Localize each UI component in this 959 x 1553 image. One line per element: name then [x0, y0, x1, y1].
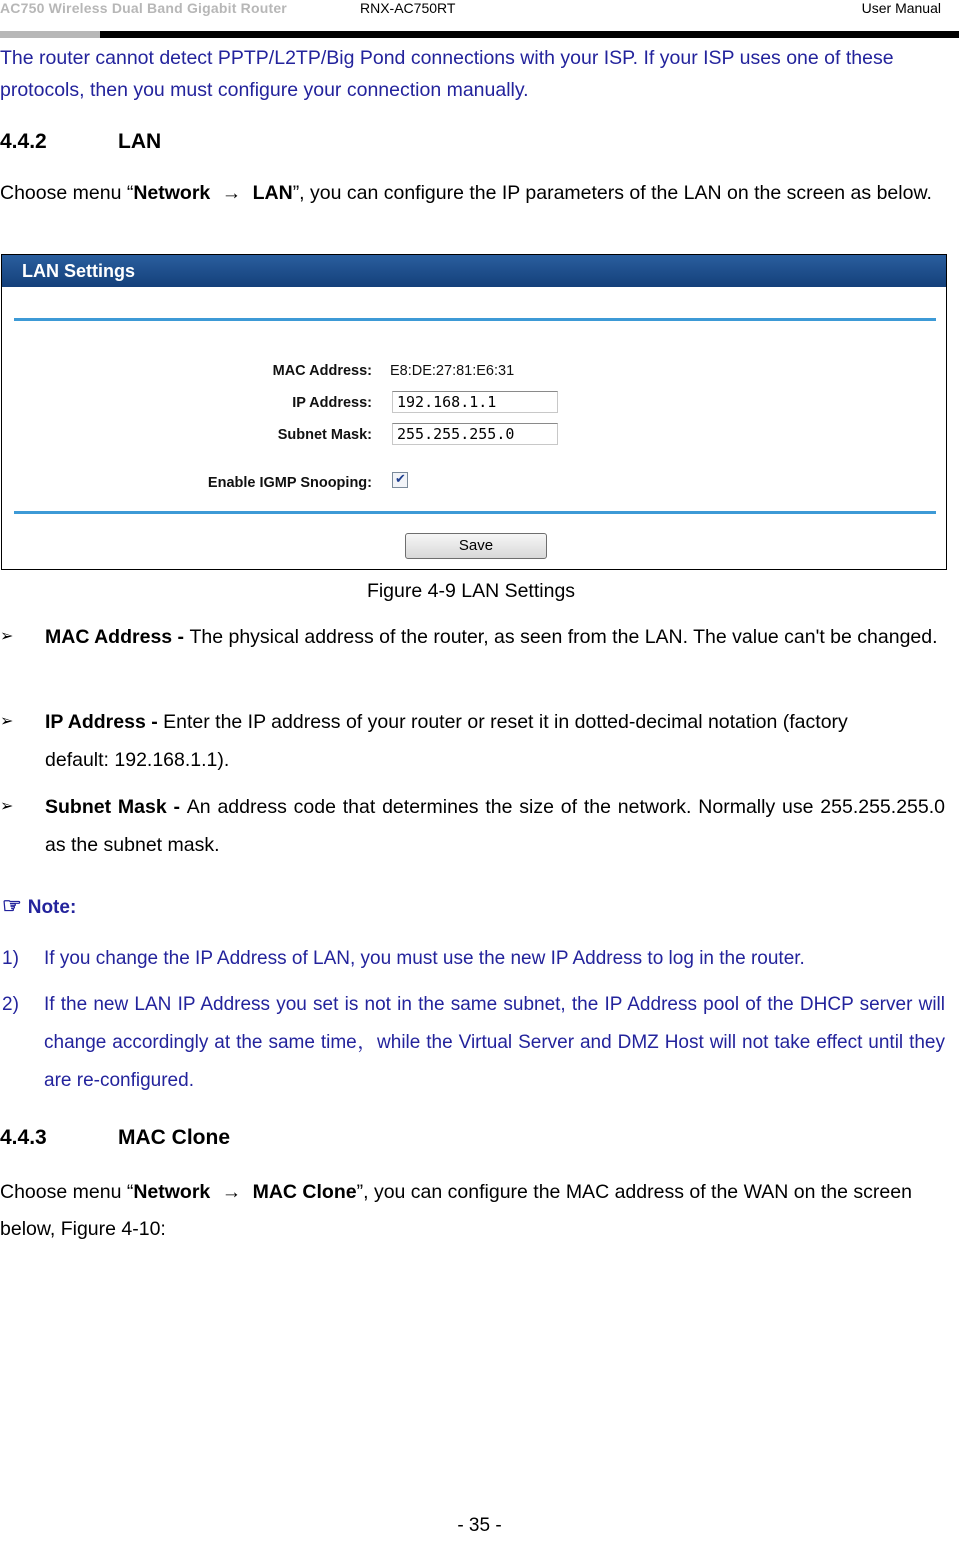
header-manual: User Manual	[861, 0, 941, 16]
bullet-text: The physical address of the router, as seen from the LAN. The value can't be changed.	[189, 626, 938, 648]
note-item-2	[0, 986, 945, 1100]
text-fragment: ”, you can configure the MAC address of the WAN on the screen below, Figure 4-10:	[0, 1181, 912, 1240]
text-fragment: Choose menu “	[0, 182, 134, 204]
arrow-icon: →	[221, 1181, 242, 1203]
bullet-term: Subnet Mask -	[45, 796, 187, 818]
bullet-term: IP Address -	[45, 711, 164, 733]
ip-address-input[interactable]: 192.168.1.1	[392, 391, 558, 413]
arrow-icon: →	[221, 182, 242, 204]
note-label: Note:	[27, 897, 77, 918]
note-number: 2)	[2, 994, 19, 1015]
figure-divider-top	[14, 318, 936, 321]
bullet-arrow-icon: ➢	[0, 628, 14, 645]
mac-address-label: MAC Address:	[272, 363, 372, 379]
lan-instructions	[0, 177, 945, 209]
bullet-arrow-icon: ➢	[0, 798, 14, 815]
header-rule	[0, 31, 959, 38]
bullet-mac-address	[0, 618, 945, 656]
note-number: 1)	[2, 948, 19, 969]
header-rule-accent	[0, 31, 100, 38]
save-button[interactable]: Save	[405, 533, 547, 559]
intro-note: The router cannot detect PPTP/L2TP/Big Pond connections with your ISP. If your ISP uses one of these protocols, then you must configure your connection manually.	[0, 47, 894, 101]
text-fragment: ”, you can configure the IP parameters of the LAN on the screen as below.	[292, 182, 932, 204]
text-fragment: Choose menu “	[0, 1181, 134, 1203]
figure-divider-bottom	[14, 511, 936, 514]
bullet-text: Enter the IP address of your router or reset it in dotted-decimal notation (factory default: 192.168.1.1).	[45, 711, 848, 771]
section-heading-mac-clone	[0, 1126, 230, 1150]
bullet-term: MAC Address -	[45, 626, 190, 648]
page-header	[0, 0, 959, 40]
bullet-ip-address	[0, 703, 945, 779]
note-item-1	[0, 940, 945, 978]
section-title: LAN	[118, 130, 162, 153]
igmp-snooping-label: Enable IGMP Snooping:	[207, 475, 372, 491]
section-number: 4.4.3	[0, 1126, 47, 1149]
figure-title: LAN Settings	[22, 261, 136, 281]
note-heading	[2, 893, 76, 919]
note-text: If the new LAN IP Address you set is not in the same subnet, the IP Address pool of the DHCP server will change accordingly at the same time，while the Virtual Server and DMZ Host will not take effect until they are re-configured.	[44, 994, 945, 1091]
note-text: If you change the IP Address of LAN, you must use the new IP Address to log in the router.	[44, 948, 805, 969]
menu-mac-clone: MAC Clone	[252, 1181, 357, 1203]
pointing-hand-icon: ☞	[2, 893, 22, 918]
checkmark-icon: ✔	[395, 471, 406, 486]
bullet-text: An address code that determines the size of the network. Normally use 255.255.255.0 as the subnet mask.	[45, 796, 945, 856]
menu-network: Network	[133, 182, 211, 204]
section-number: 4.4.2	[0, 130, 47, 153]
section-title: MAC Clone	[118, 1126, 230, 1149]
page-number: - 35 -	[457, 1515, 502, 1536]
figure-title-bar	[2, 255, 946, 287]
figure-caption: Figure 4-9 LAN Settings	[366, 580, 576, 602]
menu-network: Network	[133, 1181, 211, 1203]
bullet-arrow-icon: ➢	[0, 713, 14, 730]
mac-clone-instructions	[0, 1174, 935, 1248]
ip-address-label: IP Address:	[292, 395, 372, 411]
igmp-snooping-checkbox[interactable]	[392, 472, 408, 488]
subnet-mask-label: Subnet Mask:	[277, 427, 372, 443]
menu-lan: LAN	[252, 182, 293, 204]
lan-settings-figure	[1, 254, 947, 570]
header-model: RNX-AC750RT	[360, 0, 456, 16]
header-product: AC750 Wireless Dual Band Gigabit Router	[0, 0, 287, 16]
section-heading-lan	[0, 130, 161, 154]
subnet-mask-input[interactable]: 255.255.255.0	[392, 423, 558, 445]
mac-address-value: E8:DE:27:81:E6:31	[390, 363, 515, 379]
bullet-subnet-mask	[0, 788, 945, 864]
